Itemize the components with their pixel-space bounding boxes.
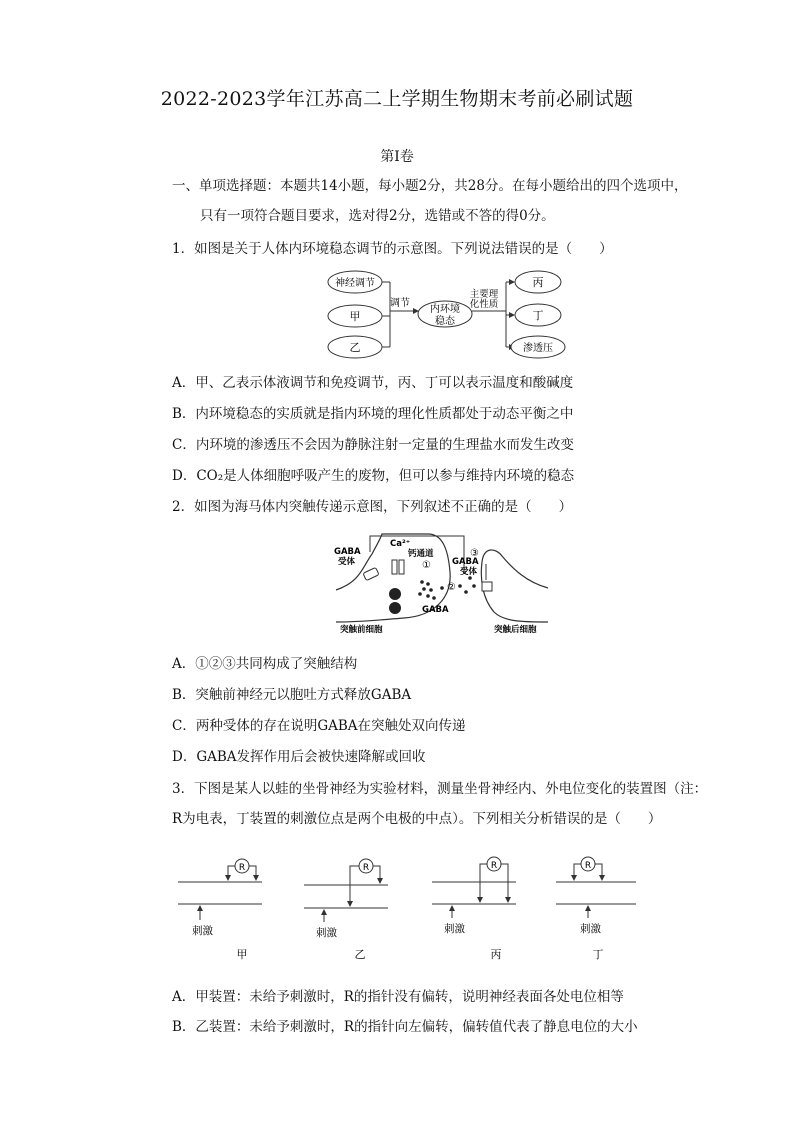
right-label-1: 丁 xyxy=(532,309,544,322)
panel-jia xyxy=(178,859,262,961)
meter-r: R xyxy=(362,863,370,873)
section-heading-line2: 只有一项符合题目要求，选对得2分，选错或不答的得0分。 xyxy=(200,208,555,224)
q3-option-b: B．乙装置：未给予刺激时，R的指针向左偏转，偏转值代表了静息电位的大小 xyxy=(172,1019,638,1035)
gaba-receptor-right-1: GABA xyxy=(452,557,479,567)
ca-channel-a xyxy=(392,560,397,574)
stimulus-label: 刺激 xyxy=(444,923,465,935)
q1-stem: 1．如图是关于人体内环境稳态调节的示意图。下列说法错误的是（ ） xyxy=(172,241,613,257)
panel-yi xyxy=(304,859,388,961)
vesicle xyxy=(389,588,401,600)
panel-label: 丁 xyxy=(592,948,604,961)
panel-bing xyxy=(432,857,516,961)
pre-cell-label: 突触前细胞 xyxy=(340,625,383,635)
q1-option-b: B．内环境稳态的实质就是指内环境的理化性质都处于动态平衡之中 xyxy=(172,406,574,422)
q3-option-a: A．甲装置：未给予刺激时，R的指针没有偏转，说明神经表面各处电位相等 xyxy=(172,989,624,1005)
q1-diagram xyxy=(318,266,578,360)
gaba-receptor-left-1: GABA xyxy=(334,547,361,557)
q1-option-a: A．甲、乙表示体液调节和免疫调节，丙、丁可以表示温度和酸碱度 xyxy=(172,375,574,391)
ca-channel-label: 钙通道 xyxy=(408,549,434,559)
q2-synapse-diagram xyxy=(334,528,558,636)
mark-1: ① xyxy=(422,560,431,571)
panel-ding xyxy=(556,857,636,961)
gaba-label: GABA xyxy=(422,605,449,615)
left-gaba-receptor xyxy=(363,567,379,580)
q2-stem: 2．如图为海马体内突触传递示意图，下列叙述不正确的是（ ） xyxy=(172,499,573,515)
q2-option-a: A．①②③共同构成了突触结构 xyxy=(172,656,358,672)
arrow-left-label: 调节 xyxy=(390,298,410,309)
q3-stem-line1: 3．下图是某人以蛙的坐骨神经为实验材料，测量坐骨神经内、外电位变化的装置图（注： xyxy=(172,781,708,797)
q2-option-d: D．GABA发挥作用后会被快速降解或回收 xyxy=(172,749,426,765)
mark-3: ③ xyxy=(470,548,479,559)
center-line1: 内环境 xyxy=(430,304,460,315)
q3-apparatus-diagram xyxy=(170,852,644,968)
right-label-2: 渗透压 xyxy=(523,343,553,354)
q2-option-c: C．两种受体的存在说明GABA在突触处双向传递 xyxy=(172,718,466,734)
q2-option-b: B．突触前神经元以胞吐方式释放GABA xyxy=(172,687,412,703)
gaba-receptor-right-2: 受体 xyxy=(460,567,478,577)
volume-heading: 第Ⅰ卷 xyxy=(380,149,414,165)
mark-2: ② xyxy=(447,582,456,593)
section-heading-line1: 一、单项选择题：本题共14小题，每小题2分，共28分。在每小题给出的四个选项中， xyxy=(172,178,688,194)
post-cell-label: 突触后细胞 xyxy=(494,625,537,635)
right-gaba-receptor xyxy=(482,582,492,591)
page-title: 2022-2023学年江苏高二上学期生物期末考前必刷试题 xyxy=(160,88,634,110)
panel-label: 乙 xyxy=(354,948,366,961)
node-label-0: 神经调节 xyxy=(335,278,375,289)
vesicle xyxy=(389,602,401,614)
arrow-right-line1: 主要理 xyxy=(469,289,499,300)
arrow-right-line2: 化性质 xyxy=(469,299,499,310)
q1-option-d: D．CO₂是人体细胞呼吸产生的废物，但可以参与维持内环境的稳态 xyxy=(172,468,575,484)
gaba-receptor-left-2: 受体 xyxy=(338,557,356,567)
ca-channel-b xyxy=(399,560,404,574)
stimulus-label: 刺激 xyxy=(316,927,337,939)
node-label-2: 乙 xyxy=(349,341,361,354)
panel-label: 丙 xyxy=(490,948,502,961)
q1-option-c: C．内环境的渗透压不会因为静脉注射一定量的生理盐水而发生改变 xyxy=(172,437,574,453)
stimulus-label: 刺激 xyxy=(192,925,213,937)
q3-stem-line2: R为电表，丁装置的刺激位点是两个电极的中点）。下列相关分析错误的是（ ） xyxy=(172,811,662,827)
ca-label: Ca²⁺ xyxy=(390,539,411,549)
meter-r: R xyxy=(490,861,498,871)
panel-label: 甲 xyxy=(236,948,248,961)
meter-r: R xyxy=(584,861,592,871)
center-line2: 稳态 xyxy=(435,316,455,327)
stimulus-label: 刺激 xyxy=(580,923,601,935)
meter-r: R xyxy=(238,863,246,873)
right-label-0: 丙 xyxy=(532,276,544,289)
node-label-1: 甲 xyxy=(349,310,361,323)
